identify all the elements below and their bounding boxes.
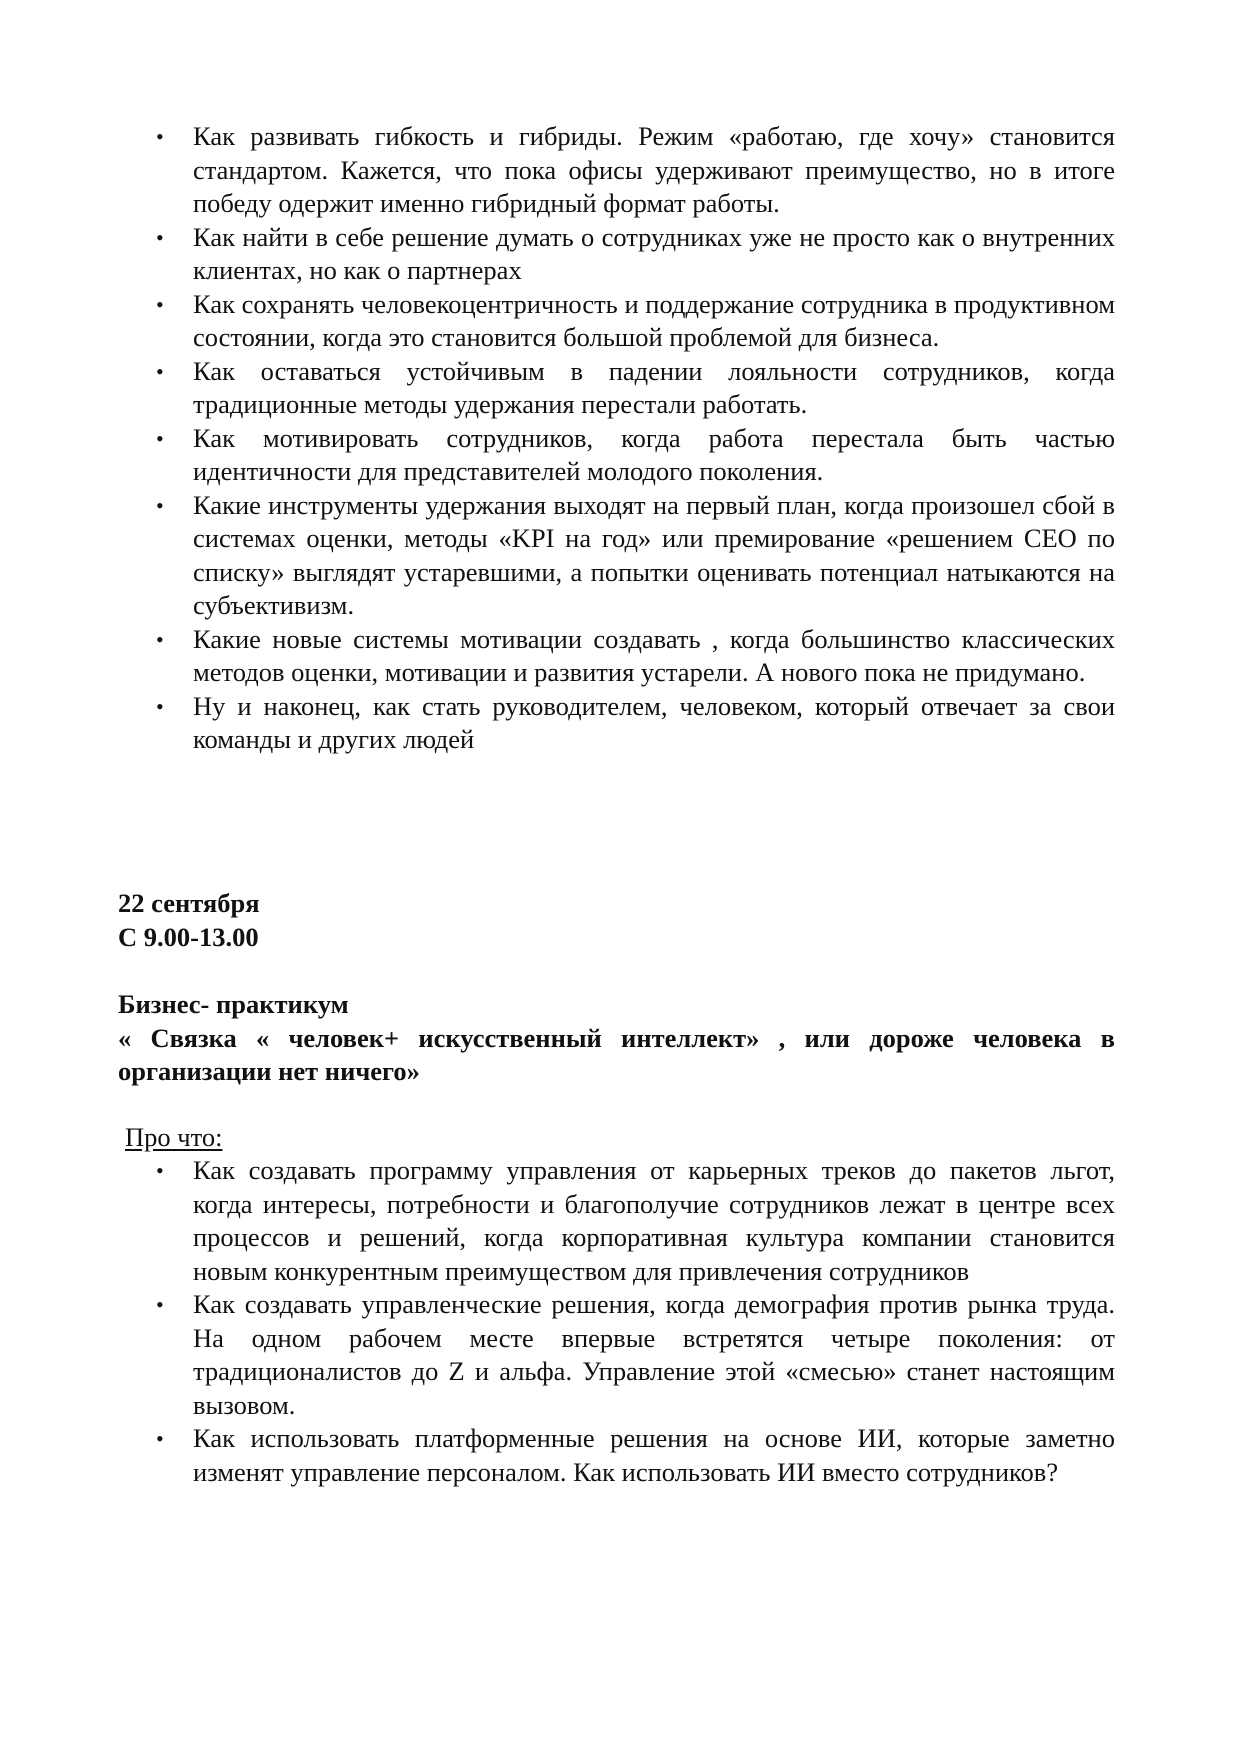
list-item <box>156 690 1115 757</box>
bullet-icon: • <box>156 1158 164 1183</box>
bullet-icon: • <box>156 291 164 317</box>
list-item <box>156 1288 1115 1422</box>
list-item <box>156 221 1115 288</box>
event-heading <box>118 988 1115 1089</box>
list-item-text: Ну и наконец, как стать руководителем, человеком, который отвечает за свои команды и других людей <box>193 690 1115 754</box>
event-schedule <box>118 887 1118 954</box>
list-item-text: Какие инструменты удержания выходят на первый план, когда произошел сбой в системах оценки, методы «KPI на год» или премирование «решением CEO по списку» выглядят устаревшими, а попытки оценивать потенциал натыкаются на субъективизм. <box>193 489 1115 620</box>
bullet-icon: • <box>156 1292 164 1317</box>
list-item-text: Какие новые системы мотивации создавать , когда большинство классических методов оценки, мотивации и развития устарели. А нового пока не придумано. <box>193 623 1115 687</box>
challenges-list <box>156 120 1115 757</box>
list-item <box>156 422 1115 489</box>
bullet-icon: • <box>156 358 164 384</box>
event-title: « Связка « человек+ искусственный интеллект» , или дороже человека в организации нет ничего» <box>118 1022 1115 1086</box>
event-date: 22 сентября <box>118 888 260 918</box>
bullet-icon: • <box>156 492 164 518</box>
list-item <box>156 489 1115 623</box>
list-item <box>156 288 1115 355</box>
list-item-text: Как сохранять человекоцентричность и поддержание сотрудника в продуктивном состоянии, когда это становится большой проблемой для бизнеса. <box>193 288 1115 352</box>
bullet-icon: • <box>156 626 164 652</box>
bullet-icon: • <box>156 124 164 149</box>
topics-list <box>156 1154 1115 1489</box>
list-item-text: Как оставаться устойчивым в падении лояльности сотрудников, когда традиционные методы удержания перестали работать. <box>193 355 1115 419</box>
bullet-icon: • <box>156 425 164 451</box>
event-time: С 9.00-13.00 <box>118 921 259 952</box>
list-item-text: Как мотивировать сотрудников, когда работа перестала быть частью идентичности для представителей молодого поколения. <box>193 422 1115 486</box>
list-item <box>156 1154 1115 1288</box>
list-item-text: Как создавать управленческие решения, когда демография против рынка труда. На одном рабочем месте впервые встретятся четыре поколения: от традиционалистов до Z и альфа. Управление этой «смесью» станет настоящим вызовом. <box>193 1289 1115 1420</box>
list-item <box>156 120 1115 221</box>
list-item-text: Как найти в себе решение думать о сотрудниках уже не просто как о внутренних клиентах, но как о партнерах <box>193 221 1115 285</box>
bullet-icon: • <box>156 1426 164 1451</box>
list-item-text: Как создавать программу управления от карьерных треков до пакетов льгот, когда интересы, потребности и благополучие сотрудников лежат в центре всех процессов и решений, когда корпоративная культура компании становится новым конкурентным преимуществом для привлечения сотрудников <box>193 1155 1115 1286</box>
list-item <box>156 355 1115 422</box>
list-item <box>156 623 1115 690</box>
list-item-text: Как использовать платформенные решения на основе ИИ, которые заметно изменят управление персоналом. Как использовать ИИ вместо сотрудников? <box>193 1423 1115 1487</box>
bullet-icon: • <box>156 693 164 719</box>
bullet-icon: • <box>156 224 164 250</box>
list-item-text: Как развивать гибкость и гибриды. Режим «работаю, где хочу» становится стандартом. Кажется, что пока офисы удерживают преимущество, но в итоге победу одержит именно гибридный формат работы. <box>193 121 1115 218</box>
list-item <box>156 1422 1115 1489</box>
about-label: Про что: <box>125 1122 223 1152</box>
event-type: Бизнес- практикум <box>118 989 349 1019</box>
